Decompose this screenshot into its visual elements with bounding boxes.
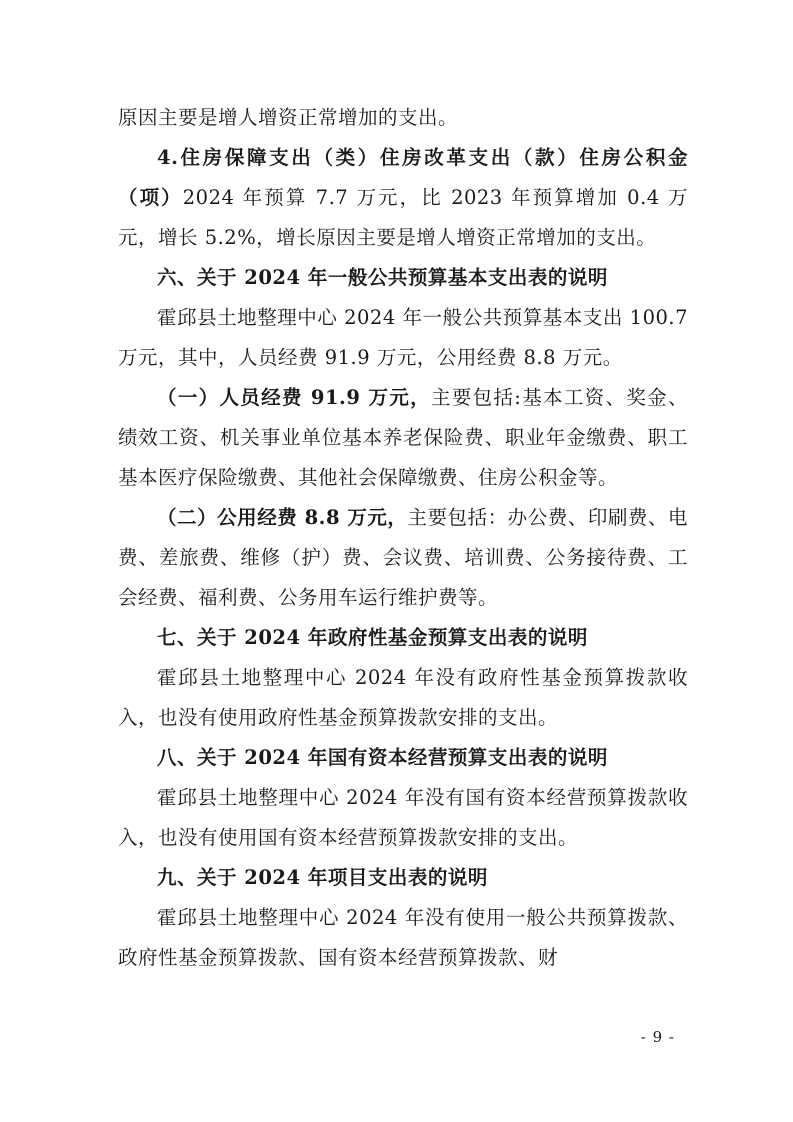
paragraph-lead-bold: 4.住房保障支出（类）住房改革支出（款）住房公积金（项） <box>118 146 688 209</box>
paragraph-text: 主要包括：办公费、印刷费、电费、差旅费、维修（护）费、会议费、培训费、公务接待费、工会经费、福利费、公务用车运行维护费等。 <box>118 506 688 609</box>
paragraph-basic-expense: 霍邱县土地整理中心 2024 年一般公共预算基本支出 100.7 万元，其中，人员经费 91.9 万元，公用经费 8.8 万元。 <box>118 306 688 369</box>
paragraph-project-expense: 霍邱县土地整理中心 2024 年没有使用一般公共预算拨款、政府性基金预算拨款、国有资本经营预算拨款、财 <box>118 906 688 969</box>
section-heading-7: 七、关于 2024 年政府性基金预算支出表的说明 <box>157 626 588 649</box>
paragraph-housing-expense <box>118 138 688 258</box>
paragraph-lead-bold: （一）人员经费 91.9 万元， <box>157 386 431 409</box>
section-heading-9: 九、关于 2024 年项目支出表的说明 <box>157 866 488 889</box>
section-heading-6: 六、关于 2024 年一般公共预算基本支出表的说明 <box>157 266 608 289</box>
paragraph-fund-budget: 霍邱县土地整理中心 2024 年没有政府性基金预算拨款收入，也没有使用政府性基金预算拨款安排的支出。 <box>118 666 688 729</box>
section-heading-8: 八、关于 2024 年国有资本经营预算支出表的说明 <box>157 746 608 769</box>
paragraph-public-expense <box>118 498 688 618</box>
document-body <box>118 98 688 978</box>
paragraph-lead-bold: （二）公用经费 8.8 万元， <box>157 506 408 529</box>
paragraph-text: 2024 年预算 7.7 万元，比 2023 年预算增加 0.4 万元，增长 5.2%，增长原因主要是增人增资正常增加的支出。 <box>118 186 688 249</box>
page-number: - 9 - <box>640 1028 675 1046</box>
paragraph-personnel-expense <box>118 378 688 498</box>
paragraph-state-capital: 霍邱县土地整理中心 2024 年没有国有资本经营预算拨款收入，也没有使用国有资本经营预算拨款安排的支出。 <box>118 786 688 849</box>
paragraph-continuation: 原因主要是增人增资正常增加的支出。 <box>118 106 459 129</box>
paragraph-text: 主要包括:基本工资、奖金、绩效工资、机关事业单位基本养老保险费、职业年金缴费、职工基本医疗保险缴费、其他社会保障缴费、住房公积金等。 <box>118 386 688 489</box>
